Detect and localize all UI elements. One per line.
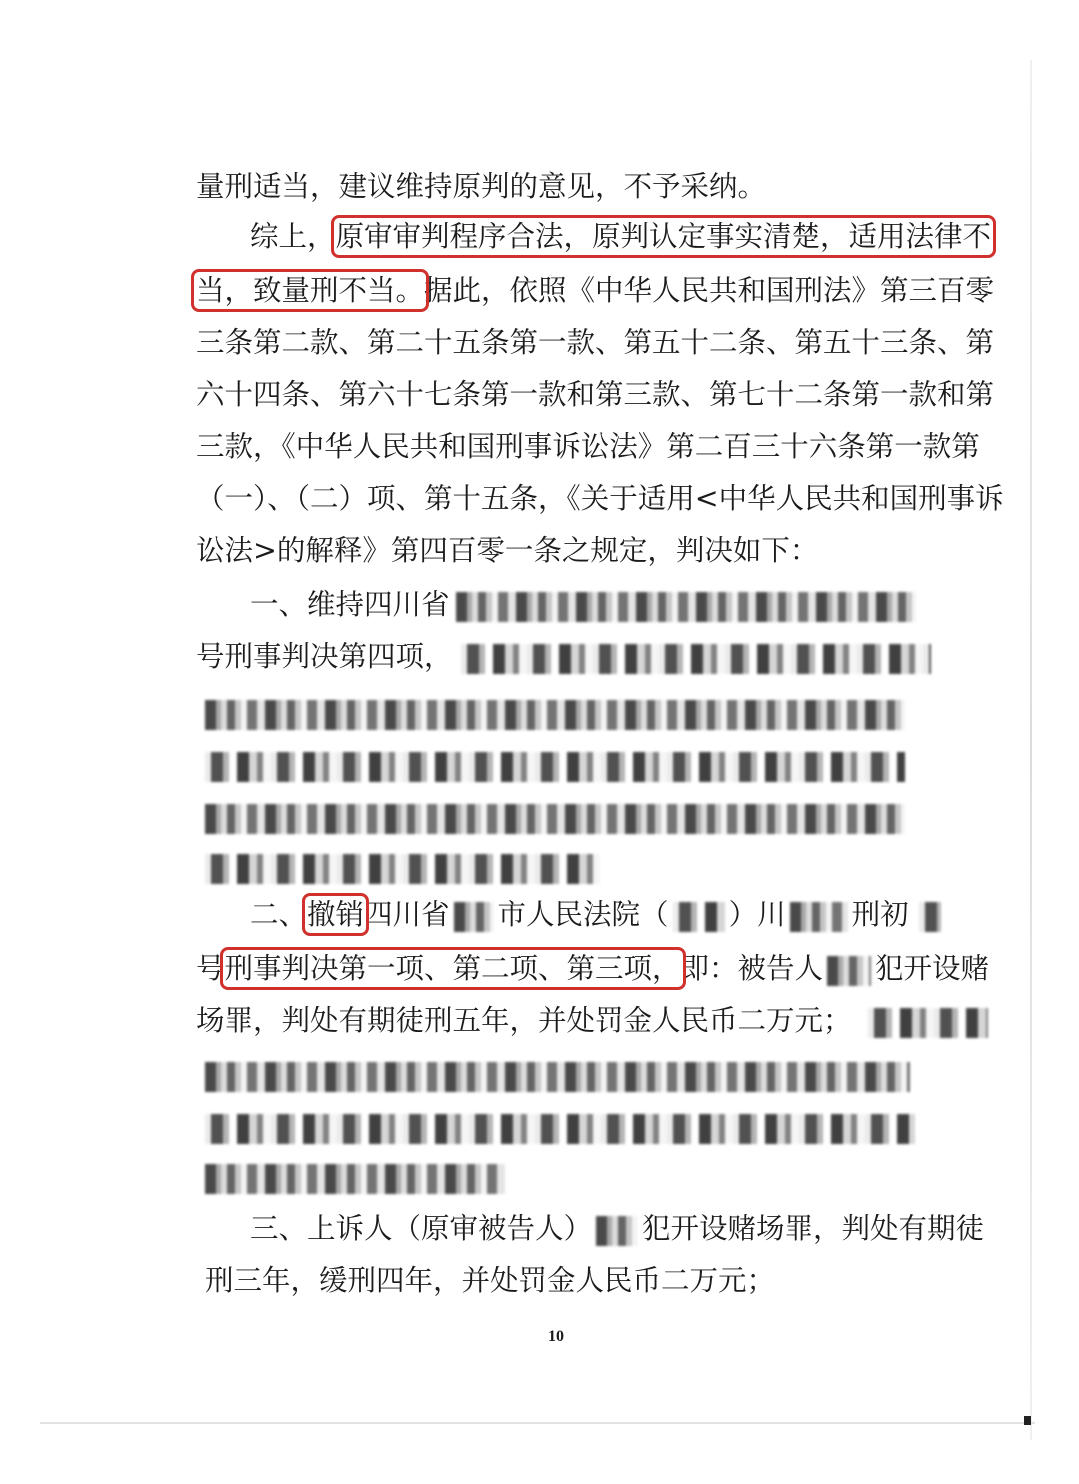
redacted-block	[205, 1062, 910, 1092]
page-edge-bottom	[40, 1422, 1035, 1424]
line-text: 六十四条、第六十七条第一款和第三款、第七十二条第一款和第	[196, 378, 995, 411]
line-text: 市人民法院（	[497, 898, 669, 931]
line-text: 犯开设赌	[875, 952, 990, 985]
redacted-line-6	[205, 1102, 915, 1152]
line-text: 量刑适当，建议维持原判的意见，不予采纳。	[196, 170, 767, 203]
line-text: 四川省	[364, 898, 450, 931]
corner-mark	[1024, 1416, 1031, 1425]
text-line-15	[205, 1256, 775, 1306]
redacted-line-1	[205, 688, 905, 738]
line-text: 二、	[250, 898, 308, 931]
text-line-9	[250, 580, 916, 630]
redacted-block	[205, 700, 905, 730]
line-text: 据此，依照《中华人民共和国刑法》第三百零	[424, 274, 995, 307]
line-text: 刑三年，缓刑四年，并处罚金人民币二万元；	[205, 1264, 776, 1297]
text-line-10	[196, 632, 931, 682]
text-line-3	[196, 266, 994, 316]
redacted-block	[919, 902, 941, 932]
text-line-1	[196, 162, 766, 212]
text-line-6	[196, 422, 980, 472]
line-text: 一、维持四川省	[250, 588, 450, 621]
redacted-block	[205, 854, 600, 884]
page-edge-right	[1030, 60, 1032, 1440]
highlighted-phrase-2: 刑事判决第一项、第二项、第三项，	[224, 952, 681, 985]
redacted-line-5	[205, 1050, 910, 1100]
redacted-block	[790, 902, 848, 932]
redacted-block	[596, 1216, 638, 1246]
redacted-block	[673, 902, 725, 932]
redacted-block	[454, 902, 494, 932]
redacted-block	[205, 1114, 915, 1144]
text-line-14	[250, 1204, 984, 1254]
line-text: 三款，《中华人民共和国刑事诉讼法》第二百三十六条第一款第	[196, 430, 980, 463]
redacted-block	[456, 592, 916, 622]
text-line-11	[250, 890, 941, 940]
line-text: 刑初	[851, 898, 909, 931]
text-line-2	[250, 212, 991, 262]
redacted-block	[205, 752, 905, 782]
highlighted-phrase-1: 原审审判程序合法，原判认定事实清楚，适用法律不	[335, 220, 992, 253]
text-line-13	[196, 996, 988, 1046]
redacted-line-7	[205, 1152, 505, 1202]
line-text: 三条第二款、第二十五条第一款、第五十二条、第五十三条、第	[196, 326, 995, 359]
line-text: （一）、（二）项、第十五条，《关于适用<中华人民共和国刑事诉	[196, 482, 1004, 515]
text-line-5	[196, 370, 994, 420]
line-text: 讼法>的解释》第四百零一条之规定，判决如下：	[196, 534, 819, 567]
line-text: 犯开设赌场罪，判处有期徒	[642, 1212, 985, 1245]
highlighted-word: 撤销	[307, 898, 365, 931]
redacted-line-2	[205, 740, 905, 790]
text-line-8	[196, 526, 818, 576]
redacted-line-3	[205, 792, 905, 842]
text-line-7	[196, 474, 1004, 524]
line-text: ）川	[728, 898, 786, 931]
redacted-block	[205, 1164, 505, 1194]
line-text: 即：被告人	[680, 952, 824, 985]
text-line-12	[196, 944, 989, 994]
line-text: 号刑事判决第四项，	[196, 640, 453, 673]
redacted-line-4	[205, 842, 600, 892]
redacted-block	[461, 644, 931, 674]
redacted-block	[868, 1008, 988, 1038]
line-text: 综上，	[250, 220, 336, 253]
redacted-block	[827, 956, 871, 986]
page-number: 10	[548, 1328, 564, 1345]
line-text: 场罪，判处有期徒刑五年，并处罚金人民币二万元；	[196, 1004, 852, 1037]
redacted-block	[205, 804, 905, 834]
line-text: 号	[196, 952, 225, 985]
text-line-4	[196, 318, 994, 368]
highlighted-phrase-1-cont: 当，致量刑不当。	[196, 274, 425, 307]
line-text: 三、上诉人（原审被告人）	[250, 1212, 593, 1245]
